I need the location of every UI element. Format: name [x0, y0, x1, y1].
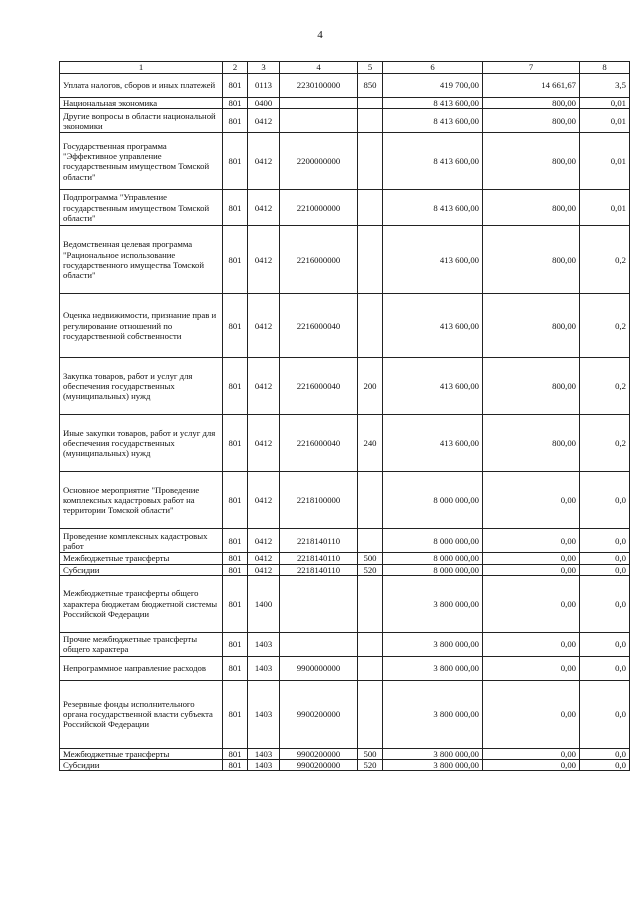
expense-type-cell: 520	[358, 564, 383, 575]
expense-type-cell	[358, 190, 383, 226]
expense-name-cell: Межбюджетные трансферты	[60, 553, 223, 564]
ministry-code-cell: 801	[223, 656, 248, 680]
executed-amount-cell: 0,00	[483, 760, 580, 771]
approved-amount-cell: 8 000 000,00	[383, 553, 483, 564]
execution-percent-cell: 0,0	[580, 529, 630, 553]
expense-type-cell	[358, 656, 383, 680]
target-article-cell: 2218140110	[280, 564, 358, 575]
table-row	[60, 529, 630, 553]
approved-amount-cell: 3 800 000,00	[383, 632, 483, 656]
expense-type-cell	[358, 226, 383, 294]
section-code-cell: 0412	[248, 109, 280, 133]
expense-name-cell: Резервные фонды исполнительного органа государственной власти субъекта Российской Федерации	[60, 680, 223, 748]
executed-amount-cell: 14 661,67	[483, 74, 580, 98]
expense-name-cell: Оценка недвижимости, признание прав и регулирование отношений по государственной собственности	[60, 294, 223, 358]
executed-amount-cell: 800,00	[483, 415, 580, 472]
expense-name-cell: Субсидии	[60, 760, 223, 771]
target-article-cell	[280, 575, 358, 632]
expense-name-cell: Субсидии	[60, 564, 223, 575]
approved-amount-cell: 3 800 000,00	[383, 575, 483, 632]
table-header-row	[60, 62, 630, 74]
expense-name-cell: Иные закупки товаров, работ и услуг для обеспечения государственных (муниципальных) нужд	[60, 415, 223, 472]
table-row	[60, 564, 630, 575]
ministry-code-cell: 801	[223, 472, 248, 529]
expense-name-cell: Межбюджетные трансферты	[60, 748, 223, 759]
expense-name-cell: Проведение комплексных кадастровых работ	[60, 529, 223, 553]
target-article-cell: 2200000000	[280, 133, 358, 190]
section-code-cell: 1403	[248, 656, 280, 680]
expense-type-cell: 500	[358, 553, 383, 564]
approved-amount-cell: 413 600,00	[383, 358, 483, 415]
target-article-cell: 2218100000	[280, 472, 358, 529]
approved-amount-cell: 8 413 600,00	[383, 133, 483, 190]
executed-amount-cell: 800,00	[483, 98, 580, 109]
column-header: 1	[60, 62, 223, 74]
expense-name-cell: Непрограммное направление расходов	[60, 656, 223, 680]
approved-amount-cell: 8 000 000,00	[383, 472, 483, 529]
execution-percent-cell: 0,2	[580, 415, 630, 472]
table-row	[60, 226, 630, 294]
executed-amount-cell: 0,00	[483, 553, 580, 564]
expense-type-cell	[358, 294, 383, 358]
target-article-cell: 2230100000	[280, 74, 358, 98]
executed-amount-cell: 0,00	[483, 529, 580, 553]
execution-percent-cell: 0,0	[580, 632, 630, 656]
table-row	[60, 632, 630, 656]
target-article-cell: 2216000000	[280, 226, 358, 294]
section-code-cell: 0412	[248, 472, 280, 529]
executed-amount-cell: 0,00	[483, 748, 580, 759]
column-header: 4	[280, 62, 358, 74]
target-article-cell: 2210000000	[280, 190, 358, 226]
execution-percent-cell: 0,01	[580, 190, 630, 226]
executed-amount-cell: 800,00	[483, 190, 580, 226]
table-row	[60, 575, 630, 632]
expense-type-cell	[358, 680, 383, 748]
target-article-cell	[280, 98, 358, 109]
section-code-cell: 0412	[248, 358, 280, 415]
executed-amount-cell: 800,00	[483, 226, 580, 294]
ministry-code-cell: 801	[223, 358, 248, 415]
expense-name-cell: Уплата налогов, сборов и иных платежей	[60, 74, 223, 98]
executed-amount-cell: 0,00	[483, 656, 580, 680]
table-row	[60, 133, 630, 190]
target-article-cell: 9900200000	[280, 760, 358, 771]
execution-percent-cell: 3,5	[580, 74, 630, 98]
execution-percent-cell: 0,01	[580, 98, 630, 109]
section-code-cell: 0400	[248, 98, 280, 109]
section-code-cell: 1403	[248, 748, 280, 759]
approved-amount-cell: 413 600,00	[383, 294, 483, 358]
table-body	[60, 74, 630, 771]
ministry-code-cell: 801	[223, 529, 248, 553]
expense-type-cell	[358, 632, 383, 656]
expense-type-cell	[358, 109, 383, 133]
table-row	[60, 680, 630, 748]
table-row	[60, 358, 630, 415]
target-article-cell: 2216000040	[280, 415, 358, 472]
ministry-code-cell: 801	[223, 133, 248, 190]
table-row	[60, 74, 630, 98]
expense-name-cell: Другие вопросы в области национальной экономики	[60, 109, 223, 133]
execution-percent-cell: 0,2	[580, 358, 630, 415]
section-code-cell: 0113	[248, 74, 280, 98]
approved-amount-cell: 413 600,00	[383, 415, 483, 472]
execution-percent-cell: 0,01	[580, 109, 630, 133]
section-code-cell: 1400	[248, 575, 280, 632]
execution-percent-cell: 0,0	[580, 575, 630, 632]
section-code-cell: 0412	[248, 226, 280, 294]
expense-type-cell: 500	[358, 748, 383, 759]
target-article-cell	[280, 109, 358, 133]
table-row	[60, 190, 630, 226]
target-article-cell: 2218140110	[280, 529, 358, 553]
section-code-cell: 0412	[248, 415, 280, 472]
expense-type-cell: 520	[358, 760, 383, 771]
executed-amount-cell: 0,00	[483, 472, 580, 529]
expense-name-cell: Основное мероприятие "Проведение комплексных кадастровых работ на территории Томской области"	[60, 472, 223, 529]
execution-percent-cell: 0,0	[580, 748, 630, 759]
approved-amount-cell: 8 413 600,00	[383, 190, 483, 226]
executed-amount-cell: 0,00	[483, 564, 580, 575]
executed-amount-cell: 0,00	[483, 680, 580, 748]
table-row	[60, 472, 630, 529]
expense-name-cell: Национальная экономика	[60, 98, 223, 109]
section-code-cell: 0412	[248, 564, 280, 575]
section-code-cell: 1403	[248, 632, 280, 656]
execution-percent-cell: 0,0	[580, 656, 630, 680]
execution-percent-cell: 0,0	[580, 472, 630, 529]
section-code-cell: 0412	[248, 190, 280, 226]
ministry-code-cell: 801	[223, 74, 248, 98]
table-row	[60, 294, 630, 358]
table-row	[60, 415, 630, 472]
expense-type-cell	[358, 472, 383, 529]
expense-type-cell: 200	[358, 358, 383, 415]
section-code-cell: 1403	[248, 680, 280, 748]
expense-name-cell: Подпрограмма "Управление государственным имуществом Томской области"	[60, 190, 223, 226]
executed-amount-cell: 800,00	[483, 109, 580, 133]
execution-percent-cell: 0,2	[580, 226, 630, 294]
target-article-cell	[280, 632, 358, 656]
ministry-code-cell: 801	[223, 98, 248, 109]
ministry-code-cell: 801	[223, 553, 248, 564]
ministry-code-cell: 801	[223, 226, 248, 294]
column-header: 5	[358, 62, 383, 74]
table-row	[60, 553, 630, 564]
ministry-code-cell: 801	[223, 760, 248, 771]
column-header: 3	[248, 62, 280, 74]
page-number: 4	[317, 29, 323, 41]
target-article-cell: 9900200000	[280, 748, 358, 759]
expense-type-cell	[358, 98, 383, 109]
executed-amount-cell: 800,00	[483, 294, 580, 358]
column-header: 7	[483, 62, 580, 74]
ministry-code-cell: 801	[223, 575, 248, 632]
execution-percent-cell: 0,0	[580, 680, 630, 748]
executed-amount-cell: 800,00	[483, 358, 580, 415]
target-article-cell: 2216000040	[280, 294, 358, 358]
ministry-code-cell: 801	[223, 109, 248, 133]
execution-percent-cell: 0,01	[580, 133, 630, 190]
section-code-cell: 0412	[248, 529, 280, 553]
table-row	[60, 109, 630, 133]
ministry-code-cell: 801	[223, 632, 248, 656]
section-code-cell: 0412	[248, 553, 280, 564]
budget-table	[59, 61, 630, 771]
execution-percent-cell: 0,0	[580, 553, 630, 564]
executed-amount-cell: 0,00	[483, 575, 580, 632]
section-code-cell: 0412	[248, 294, 280, 358]
expense-name-cell: Прочие межбюджетные трансферты общего характера	[60, 632, 223, 656]
ministry-code-cell: 801	[223, 748, 248, 759]
approved-amount-cell: 413 600,00	[383, 226, 483, 294]
expense-name-cell: Государственная программа "Эффективное управление государственным имуществом Томской области"	[60, 133, 223, 190]
target-article-cell: 2218140110	[280, 553, 358, 564]
column-header: 6	[383, 62, 483, 74]
approved-amount-cell: 419 700,00	[383, 74, 483, 98]
expense-name-cell: Закупка товаров, работ и услуг для обеспечения государственных (муниципальных) нужд	[60, 358, 223, 415]
approved-amount-cell: 8 413 600,00	[383, 98, 483, 109]
table-row	[60, 748, 630, 759]
executed-amount-cell: 800,00	[483, 133, 580, 190]
column-header: 8	[580, 62, 630, 74]
approved-amount-cell: 3 800 000,00	[383, 760, 483, 771]
execution-percent-cell: 0,2	[580, 294, 630, 358]
target-article-cell: 9900200000	[280, 680, 358, 748]
ministry-code-cell: 801	[223, 294, 248, 358]
approved-amount-cell: 8 000 000,00	[383, 529, 483, 553]
approved-amount-cell: 3 800 000,00	[383, 656, 483, 680]
expense-name-cell: Ведомственная целевая программа "Рациональное использование государственного имущества Томской области"	[60, 226, 223, 294]
approved-amount-cell: 3 800 000,00	[383, 748, 483, 759]
ministry-code-cell: 801	[223, 680, 248, 748]
approved-amount-cell: 8 413 600,00	[383, 109, 483, 133]
column-header: 2	[223, 62, 248, 74]
expense-type-cell	[358, 529, 383, 553]
target-article-cell: 2216000040	[280, 358, 358, 415]
ministry-code-cell: 801	[223, 564, 248, 575]
section-code-cell: 0412	[248, 133, 280, 190]
execution-percent-cell: 0,0	[580, 760, 630, 771]
table-row	[60, 760, 630, 771]
expense-name-cell: Межбюджетные трансферты общего характера бюджетам бюджетной системы Российской Федерации	[60, 575, 223, 632]
target-article-cell: 9900000000	[280, 656, 358, 680]
section-code-cell: 1403	[248, 760, 280, 771]
expense-type-cell	[358, 133, 383, 190]
ministry-code-cell: 801	[223, 415, 248, 472]
expense-type-cell	[358, 575, 383, 632]
expense-type-cell: 850	[358, 74, 383, 98]
table-row	[60, 656, 630, 680]
approved-amount-cell: 8 000 000,00	[383, 564, 483, 575]
expense-type-cell: 240	[358, 415, 383, 472]
execution-percent-cell: 0,0	[580, 564, 630, 575]
approved-amount-cell: 3 800 000,00	[383, 680, 483, 748]
ministry-code-cell: 801	[223, 190, 248, 226]
table-row	[60, 98, 630, 109]
executed-amount-cell: 0,00	[483, 632, 580, 656]
